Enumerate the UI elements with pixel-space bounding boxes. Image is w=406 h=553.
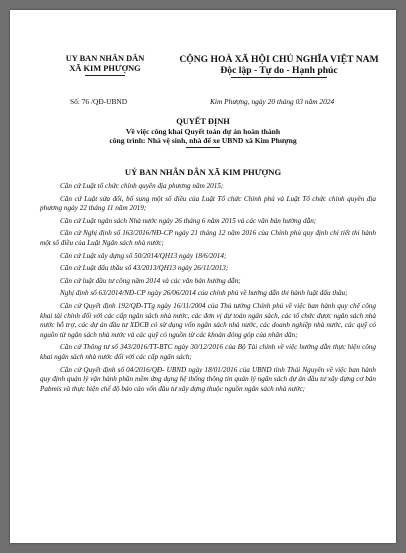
- legal-basis-item: Căn cứ Luật sửa đổi, bổ sung một số điều của Luật Tổ chức Chính phủ và Luật Tổ chức chính quyền địa phương ngày 22 tháng 11 năm 2019;: [40, 194, 376, 213]
- issuing-authority-header: [46, 54, 164, 76]
- legal-basis-item: Căn cứ Luật xây dựng số 50/2014/QH13 ngày 18/6/2014;: [60, 251, 227, 260]
- legal-basis-item: Căn cứ Luật đấu thầu số 43/2013/QH13 ngày 26/11/2013;: [60, 264, 229, 273]
- legal-basis-item: Căn cứ Quyết định số 04/2016/QĐ- UBND ngày 18/01/2016 của UBND tỉnh Thái Nguyên về việc ban hành quy định quản lý vận hành phần mềm ứng dụng hệ thống thông tin quản lý ngân sách dự án đầu tư xây dựng cơ bản Pabmis và thực hiện chế độ báo cáo vốn đầu tư xây dựng thuộc nguồn ngân sách nhà nước;: [40, 365, 376, 393]
- document-number: Số: 76 /QĐ-UBND: [70, 97, 128, 106]
- legal-basis-item: Căn cứ Nghị định số 163/2016/NĐ-CP ngày 21 tháng 12 năm 2016 của Chính phủ quy định chi tiết thi hành một số điều của Luật Ngân sách nhà nước;: [40, 229, 376, 247]
- authority-line-1: UY BAN NHÂN DÂN: [65, 54, 145, 63]
- legal-basis-item: Căn cứ luật đầu tư công năm 2014 và các văn bản hướng dẫn;: [60, 276, 241, 285]
- legal-basis-item: Nghị định số 63/2014/NĐ-CP ngày 26/06/2014 của chính phủ về hướng dẫn thi hành luật đấu thầu;: [60, 289, 348, 298]
- subject-line-2: công trình: Nhà vệ sinh, nhà để xe UBND xã Kim Phượng: [109, 136, 297, 146]
- legal-bases: [40, 182, 376, 397]
- national-motto: Độc lập - Tự do - Hạnh phúc: [220, 65, 338, 76]
- legal-basis-item: Căn cứ Luật ngân sách Nhà nước ngày 26 tháng 6 năm 2015 và các văn bản hướng dẫn;: [60, 216, 317, 225]
- motto-underline: [231, 77, 327, 78]
- subject-underline: [186, 147, 220, 148]
- legal-basis-item: Căn cứ Luật tổ chức chính quyền địa phương năm 2015;: [60, 182, 224, 190]
- subject-line-1: Về việc công khai Quyết toán dự án hoàn thành: [125, 127, 281, 136]
- country-name: CỘNG HOÀ XÃ HỘI CHỦ NGHĨA VIỆT NAM: [179, 54, 379, 65]
- place-and-date: Kim Phượng, ngày 20 tháng 03 năm 2024: [210, 97, 335, 106]
- issuing-authority-heading: UỶ BAN NHÂN DÂN XÃ KIM PHƯỢNG: [124, 167, 282, 177]
- legal-basis-item: Căn cứ Quyết định 192/QĐ-TTg ngày 16/11/2004 của Thủ tướng Chính phủ về việc ban hành quy chế công khai tài chính đối với các cấp ngân sách nhà nước, các đơn vị dự toán ngân sách, các tổ chức được ngân sách nhà nước hỗ trợ, các dự án đầu tư XDCB có sử dụng vốn ngân sách nhà nước, các doanh nghiệp nhà nước, các quỹ có nguồn từ ngân sách nhà nước và các quỹ có nguồn từ các khoản đóng góp của nhân dân;: [40, 301, 376, 339]
- document-subject: [70, 127, 336, 148]
- legal-basis-item: Căn cứ Thông tư số 343/2016/TT-BTC ngày 30/12/2016 của Bộ Tài chính về việc hướng dẫn thực hiện công khai ngân sách nhà nước đối với các cấp ngân sách;: [40, 343, 376, 361]
- authority-underline: [85, 75, 125, 76]
- document-title: QUYẾT ĐỊNH: [176, 117, 230, 126]
- authority-line-2: XÃ KIM PHƯỢNG: [69, 64, 141, 73]
- national-motto-header: [172, 54, 386, 78]
- document-page: [10, 10, 396, 543]
